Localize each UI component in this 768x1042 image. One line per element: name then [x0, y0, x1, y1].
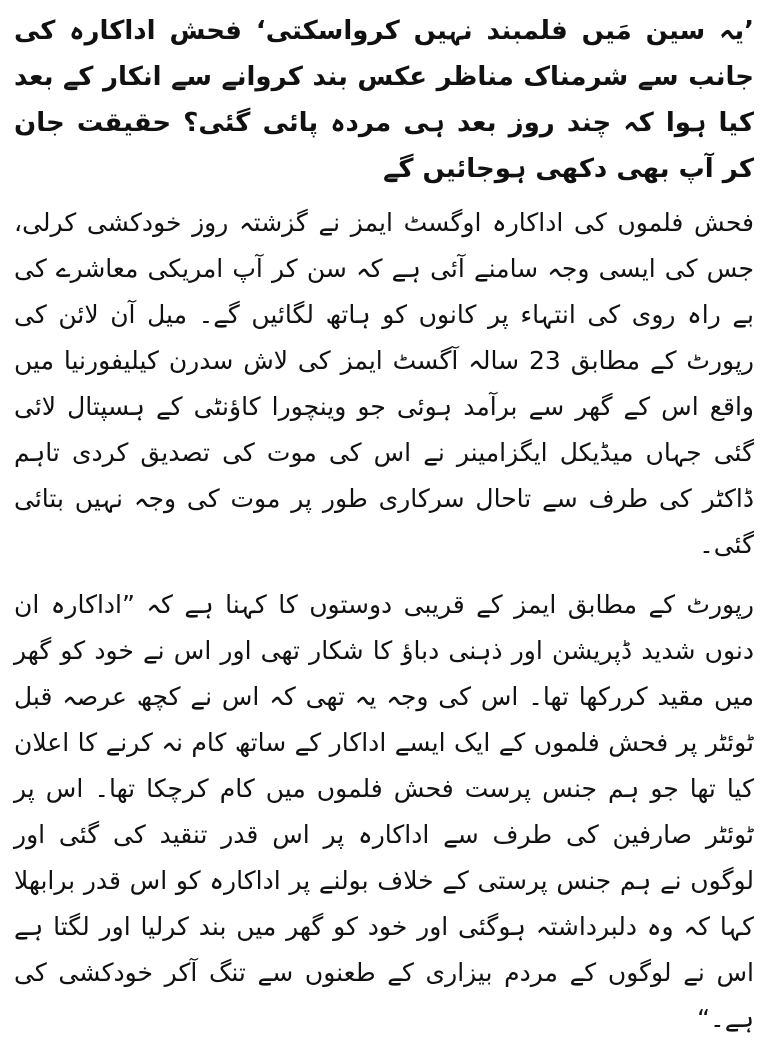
article-paragraph: فحش فلموں کی اداکارہ اوگسٹ ایمز نے گزشتہ روز خودکشی کرلی، جس کی ایسی وجہ سامنے آئی ہے کہ سن کر آپ امریکی معاشرے کی بے راہ روی کی انتہاء پر کانوں کو ہاتھ لگائیں گے۔ میل آن لائن کی رپورٹ کے مطابق 23 سالہ آگسٹ ایمز کی لاش سدرن کیلیفورنیا میں واقع اس کے گھر سے برآمد ہوئی جو وینچورا کاؤنٹی کے ہسپتال لائی گئی جہاں میڈیکل ایگزامینر نے اس کی موت کی تصدیق کردی تاہم ڈاکٹر کی طرف سے تاحال سرکاری طور پر موت کی وجہ نہیں بتائی گئی۔: [14, 208, 754, 559]
article-paragraph: رپورٹ کے مطابق ایمز کے قریبی دوستوں کا کہنا ہے کہ ”اداکارہ ان دنوں شدید ڈپریشن اور ذہنی دباؤ کا شکار تھی اور اس نے خود کو گھر میں مقید کررکھا تھا۔ اس کی وجہ یہ تھی کہ اس نے کچھ عرصہ قبل ٹوئٹر پر فحش فلموں کے ایک ایسے اداکار کے ساتھ کام نہ کرنے کا اعلان کیا تھا جو ہم جنس پرست فحش فلموں میں کام کرچکا تھا۔ اس پر ٹوئٹر صارفین کی طرف سے اداکارہ پر اس قدر تنقید کی گئی اور لوگوں نے ہم جنس پرستی کے خلاف بولنے پر اداکارہ کو اس قدر برابھلا کہا کہ وہ دلبرداشتہ ہوگئی اور خود کو گھر میں بند کرلیا اور لگتا ہے اس نے لوگوں کے مردم بیزاری کے طعنوں سے تنگ آکر خودکشی کی ہے۔“: [14, 590, 754, 1033]
article-headline: ’یہ سین مَیں فلمبند نہیں کرواسکتی‘ فحش اداکارہ کی جانب سے شرمناک مناظر عکس بند کروانے سے انکار کے بعد کیا ہوا کہ چند روز بعد ہی مردہ پائی گئی؟ حقیقت جان کر آپ بھی دکھی ہوجائیں گے: [14, 16, 754, 184]
